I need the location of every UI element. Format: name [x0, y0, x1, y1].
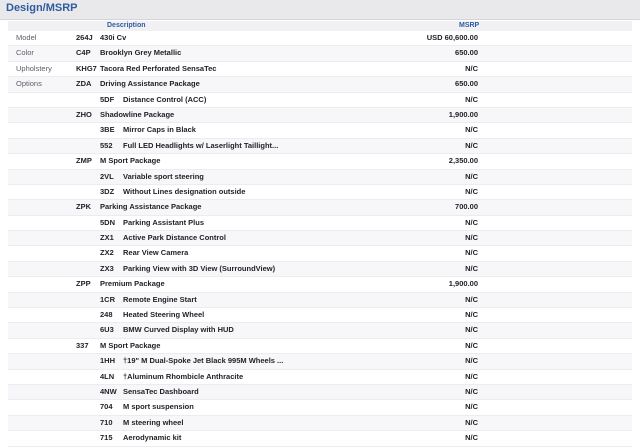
table-row	[8, 123, 632, 138]
table-body	[8, 31, 632, 447]
option-price: N/C	[465, 433, 478, 443]
option-description: Mirror Caps in Black	[123, 125, 196, 135]
option-code: 4NW	[100, 386, 117, 396]
option-price: N/C	[465, 233, 478, 243]
section-header	[0, 0, 640, 20]
option-code: 5DN	[100, 217, 116, 227]
option-description: †Aluminum Rhombicle Anthracite	[123, 371, 244, 381]
table-row	[8, 46, 632, 61]
option-code: KHG7	[76, 63, 97, 73]
table-row	[8, 185, 632, 200]
option-description: Full LED Headlights w/ Laserlight Taillight...	[123, 140, 279, 150]
option-code: 248	[100, 310, 113, 320]
option-price: 700.00	[455, 202, 478, 212]
option-description: M steering wheel	[123, 417, 184, 427]
section-title: Design/MSRP	[6, 2, 78, 14]
option-description: Distance Control (ACC)	[123, 94, 207, 104]
option-description: Active Park Distance Control	[123, 233, 226, 243]
option-code: 3DZ	[100, 186, 115, 196]
table-row	[8, 200, 632, 215]
option-code: 5DF	[100, 94, 115, 104]
msrp-table	[8, 21, 632, 447]
option-description: Driving Assistance Package	[100, 79, 200, 89]
option-code: 1HH	[100, 356, 116, 366]
option-description: Brooklyn Grey Metallic	[100, 48, 182, 58]
option-price: N/C	[465, 294, 478, 304]
table-row	[8, 370, 632, 385]
table-row	[8, 139, 632, 154]
option-price: N/C	[465, 186, 478, 196]
row-category-label: Model	[16, 33, 37, 42]
option-code: ZPK	[76, 202, 91, 212]
option-code: 715	[100, 433, 113, 443]
option-code: ZX3	[100, 263, 114, 273]
option-code: ZX1	[100, 233, 114, 243]
table-row	[8, 170, 632, 185]
option-price: N/C	[465, 340, 478, 350]
table-header-row	[8, 21, 632, 31]
option-price: 1,900.00	[448, 109, 478, 119]
option-description: Parking View with 3D View (SurroundView)	[123, 263, 276, 273]
row-category-label: Options	[16, 79, 42, 89]
option-code: 552	[100, 140, 113, 150]
option-code: ZMP	[76, 156, 92, 166]
option-price: N/C	[465, 125, 478, 135]
option-price: 650.00	[455, 79, 478, 89]
row-category-label: Upholstery	[16, 63, 52, 73]
table-row	[8, 31, 632, 46]
option-description: Remote Engine Start	[123, 294, 197, 304]
option-code: 337	[76, 340, 89, 350]
row-category-label: Color	[16, 48, 34, 58]
option-description: M Sport Package	[100, 340, 161, 350]
option-price: N/C	[465, 94, 478, 104]
table-row	[8, 231, 632, 246]
table-row	[8, 308, 632, 323]
table-row	[8, 108, 632, 123]
table-row	[8, 400, 632, 415]
table-row	[8, 323, 632, 338]
option-description: SensaTec Dashboard	[123, 386, 199, 396]
option-price: N/C	[465, 402, 478, 412]
table-row	[8, 93, 632, 108]
table-row	[8, 154, 632, 169]
table-row	[8, 277, 632, 292]
option-description: Parking Assistance Package	[100, 202, 202, 212]
option-description: Aerodynamic kit	[123, 433, 182, 443]
option-price: N/C	[465, 217, 478, 227]
option-price: 1,900.00	[448, 279, 478, 289]
option-price: USD 60,600.00	[426, 33, 478, 42]
option-code: ZHO	[76, 109, 92, 119]
option-description: M sport suspension	[123, 402, 194, 412]
table-row	[8, 431, 632, 446]
column-header-msrp: MSRP	[459, 22, 480, 29]
option-code: ZPP	[76, 279, 91, 289]
table-row	[8, 354, 632, 369]
option-description: Variable sport steering	[123, 171, 204, 181]
option-price: 2,350.00	[448, 156, 478, 166]
option-description: Without Lines designation outside	[123, 186, 246, 196]
option-description: Shadowline Package	[100, 109, 175, 119]
option-code: 6U3	[100, 325, 114, 335]
option-description: Premium Package	[100, 279, 165, 289]
option-price: N/C	[465, 140, 478, 150]
column-header-description: Description	[107, 22, 146, 29]
option-description: 430i Cv	[100, 33, 127, 42]
option-description: Tacora Red Perforated SensaTec	[100, 63, 217, 73]
option-code: 1CR	[100, 294, 116, 304]
option-code: 264J	[76, 33, 93, 42]
option-price: 650.00	[455, 48, 478, 58]
option-description: †19" M Dual-Spoke Jet Black 995M Wheels ...	[123, 356, 284, 366]
option-price: N/C	[465, 248, 478, 258]
option-code: ZX2	[100, 248, 114, 258]
option-code: ZDA	[76, 79, 92, 89]
option-code: 3BE	[100, 125, 115, 135]
option-description: Rear View Camera	[123, 248, 189, 258]
option-price: N/C	[465, 371, 478, 381]
option-description: Heated Steering Wheel	[123, 310, 205, 320]
table-row	[8, 339, 632, 354]
table-row	[8, 62, 632, 77]
option-description: BMW Curved Display with HUD	[123, 325, 234, 335]
option-price: N/C	[465, 171, 478, 181]
option-price: N/C	[465, 417, 478, 427]
table-row	[8, 262, 632, 277]
option-price: N/C	[465, 310, 478, 320]
table-row	[8, 77, 632, 92]
table-row	[8, 416, 632, 431]
option-price: N/C	[465, 356, 478, 366]
option-description: Parking Assistant Plus	[123, 217, 204, 227]
option-price: N/C	[465, 386, 478, 396]
option-price: N/C	[465, 63, 478, 73]
table-row	[8, 246, 632, 261]
table-row	[8, 293, 632, 308]
option-price: N/C	[465, 263, 478, 273]
option-code: 710	[100, 417, 113, 427]
option-code: 4LN	[100, 371, 115, 381]
table-row	[8, 216, 632, 231]
option-price: N/C	[465, 325, 478, 335]
option-code: 2VL	[100, 171, 114, 181]
option-code: 704	[100, 402, 113, 412]
option-code: C4P	[76, 48, 91, 58]
option-description: M Sport Package	[100, 156, 161, 166]
table-row	[8, 385, 632, 400]
